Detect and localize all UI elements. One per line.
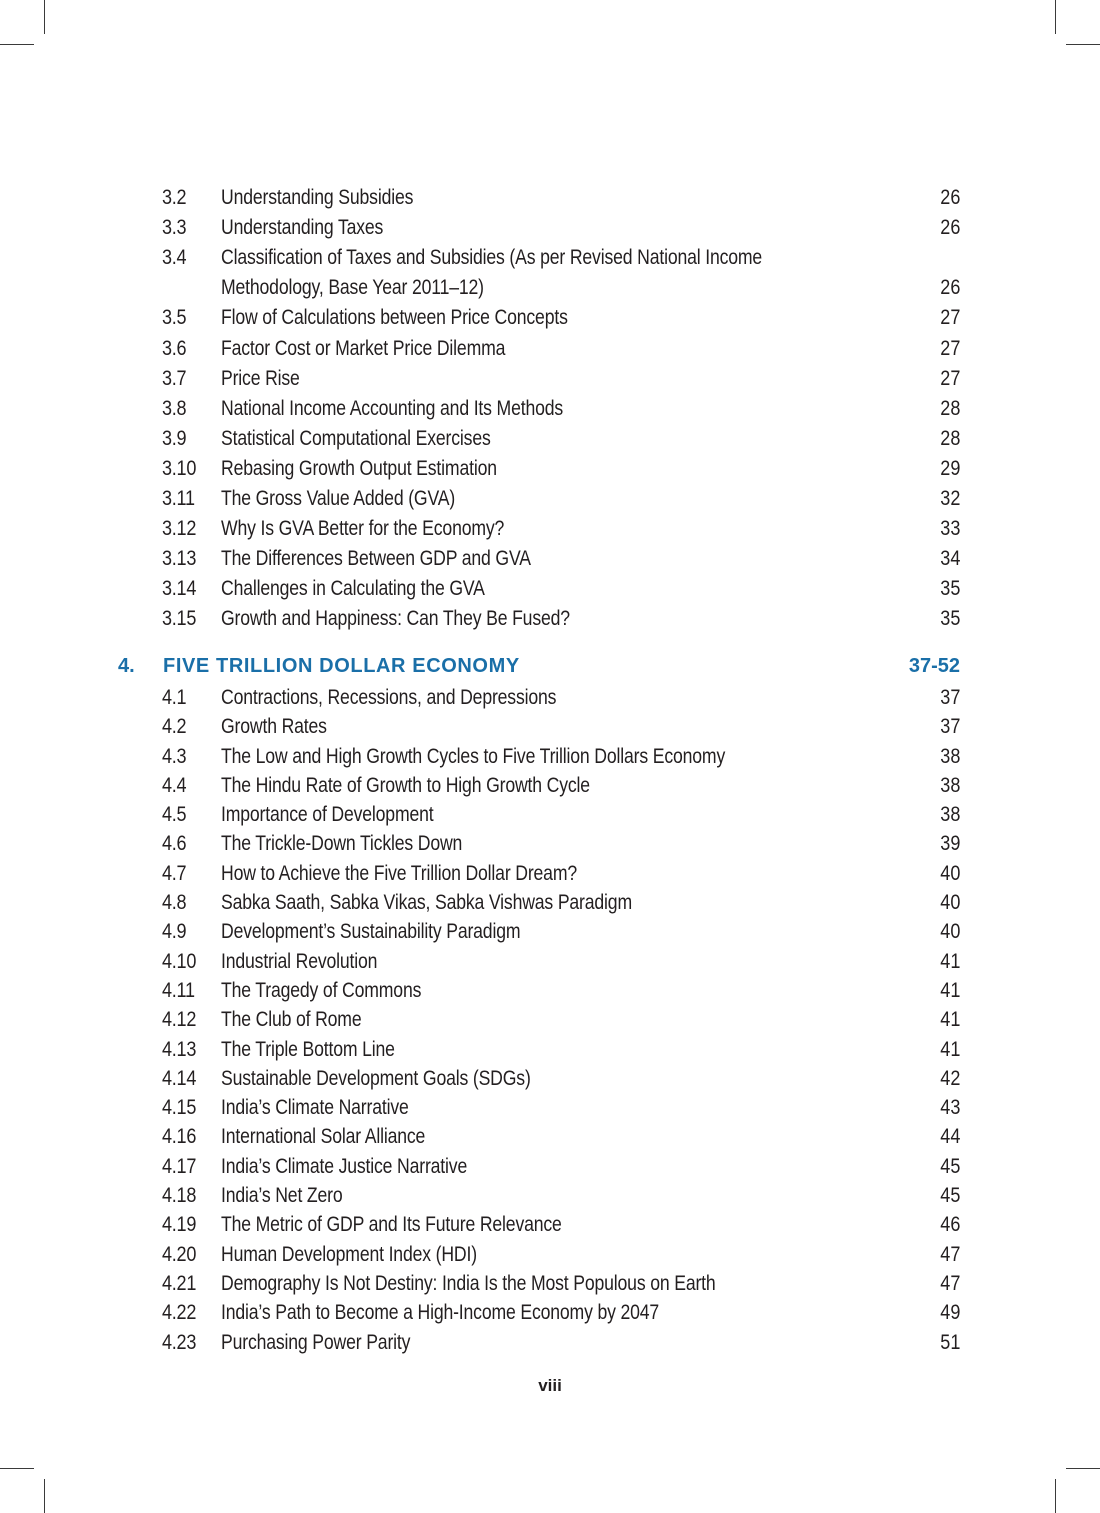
section-number: 4.3 [162, 745, 187, 768]
chapter-title: FIVE TRILLION DOLLAR ECONOMY [163, 655, 520, 677]
crop-mark [0, 44, 34, 45]
section-number: 4.15 [162, 1096, 197, 1119]
section-number: 3.10 [162, 457, 197, 480]
section-number: 4.19 [162, 1213, 197, 1236]
section-number: 3.2 [162, 186, 187, 209]
section-title: Development’s Sustainability Paradigm [221, 920, 521, 943]
toc-entry [0, 1269, 1100, 1299]
section-page: 39 [939, 832, 960, 855]
section-title: Sustainable Development Goals (SDGs) [221, 1067, 531, 1090]
chapter-heading [0, 651, 1100, 681]
section-page: 28 [939, 397, 960, 420]
section-number: 3.5 [162, 306, 187, 329]
toc-entry [0, 1005, 1100, 1035]
section-title: The Club of Rome [221, 1008, 362, 1031]
section-page: 27 [939, 337, 960, 360]
toc-entry [0, 859, 1100, 889]
section-title: Understanding Subsidies [221, 186, 414, 209]
section-number: 4.10 [162, 950, 197, 973]
toc-entry [0, 454, 1100, 484]
section-page: 35 [939, 577, 960, 600]
toc-entry [0, 829, 1100, 859]
section-title: Importance of Development [221, 803, 434, 826]
section-page: 44 [939, 1125, 960, 1148]
section-page: 26 [939, 216, 960, 239]
section-title: Flow of Calculations between Price Concepts [221, 306, 568, 329]
section-title: Industrial Revolution [221, 950, 378, 973]
section-page: 33 [939, 517, 960, 540]
toc-entry [0, 712, 1100, 742]
section-page: 29 [939, 457, 960, 480]
section-page: 41 [939, 950, 960, 973]
toc-entry [0, 1064, 1100, 1094]
section-title: The Low and High Growth Cycles to Five Trillion Dollars Economy [221, 745, 726, 768]
section-page: 40 [939, 862, 960, 885]
toc-entry [0, 574, 1100, 604]
section-number: 4.13 [162, 1038, 197, 1061]
section-page: 45 [939, 1155, 960, 1178]
section-page: 49 [939, 1301, 960, 1324]
toc-entry [0, 514, 1100, 544]
section-title: The Hindu Rate of Growth to High Growth Cycle [221, 774, 590, 797]
section-number: 3.15 [162, 607, 197, 630]
crop-mark [0, 1468, 34, 1469]
section-page: 41 [939, 1008, 960, 1031]
toc-entry [0, 800, 1100, 830]
section-title: Challenges in Calculating the GVA [221, 577, 485, 600]
section-title: Sabka Saath, Sabka Vikas, Sabka Vishwas Paradigm [221, 891, 632, 914]
section-page: 27 [939, 306, 960, 329]
section-number: 4.20 [162, 1243, 197, 1266]
section-title: Understanding Taxes [221, 216, 384, 239]
toc-entry [0, 243, 1100, 273]
section-number: 4.5 [162, 803, 187, 826]
section-number: 4.18 [162, 1184, 197, 1207]
toc-entry [0, 1181, 1100, 1211]
section-number: 4.1 [162, 686, 187, 709]
section-page: 38 [939, 774, 960, 797]
section-title: India’s Climate Narrative [221, 1096, 409, 1119]
section-page: 43 [939, 1096, 960, 1119]
section-number: 3.13 [162, 547, 197, 570]
crop-mark [1066, 44, 1100, 45]
toc-entry [0, 1152, 1100, 1182]
section-number: 3.11 [162, 487, 195, 510]
section-title: Demography Is Not Destiny: India Is the Most Populous on Earth [221, 1272, 716, 1295]
section-title: International Solar Alliance [221, 1125, 426, 1148]
crop-mark [1055, 0, 1056, 34]
toc-entry [0, 604, 1100, 634]
section-title: India’s Climate Justice Narrative [221, 1155, 468, 1178]
section-page: 51 [939, 1331, 960, 1354]
toc-entry [0, 273, 1100, 303]
toc-entry [0, 888, 1100, 918]
section-title: Growth Rates [221, 715, 327, 738]
section-page: 45 [939, 1184, 960, 1207]
toc-entry [0, 364, 1100, 394]
section-number: 3.4 [162, 246, 187, 269]
toc-entry [0, 976, 1100, 1006]
toc-entry [0, 917, 1100, 947]
section-number: 4.22 [162, 1301, 197, 1324]
section-title: India’s Net Zero [221, 1184, 343, 1207]
toc-entry [0, 1328, 1100, 1358]
section-page: 34 [939, 547, 960, 570]
section-number: 4.7 [162, 862, 187, 885]
section-number: 4.21 [162, 1272, 197, 1295]
crop-mark [44, 1479, 45, 1513]
section-title: Price Rise [221, 367, 300, 390]
toc-entry [0, 1298, 1100, 1328]
crop-mark [44, 0, 45, 34]
toc-entry [0, 213, 1100, 243]
section-title: How to Achieve the Five Trillion Dollar Dream? [221, 862, 578, 885]
section-page: 26 [939, 276, 960, 299]
section-title: Classification of Taxes and Subsidies (As per Revised National Income [221, 246, 763, 269]
section-number: 4.6 [162, 832, 187, 855]
section-number: 4.14 [162, 1067, 197, 1090]
section-number: 3.9 [162, 427, 187, 450]
toc-entry [0, 771, 1100, 801]
section-page: 38 [939, 745, 960, 768]
toc-entry [0, 1210, 1100, 1240]
section-page: 37 [939, 715, 960, 738]
toc-entry [0, 484, 1100, 514]
section-title: Human Development Index (HDI) [221, 1243, 477, 1266]
section-page: 42 [939, 1067, 960, 1090]
section-page: 27 [939, 367, 960, 390]
section-page: 38 [939, 803, 960, 826]
section-page: 47 [939, 1243, 960, 1266]
section-title: The Metric of GDP and Its Future Relevance [221, 1213, 562, 1236]
section-number: 4.17 [162, 1155, 197, 1178]
section-title: The Triple Bottom Line [221, 1038, 395, 1061]
section-title: Why Is GVA Better for the Economy? [221, 517, 505, 540]
section-title: Purchasing Power Parity [221, 1331, 411, 1354]
section-page: 40 [939, 891, 960, 914]
section-title: The Gross Value Added (GVA) [221, 487, 456, 510]
toc-entry [0, 424, 1100, 454]
section-title: Contractions, Recessions, and Depressions [221, 686, 557, 709]
section-page: 28 [939, 427, 960, 450]
section-page: 47 [939, 1272, 960, 1295]
toc-entry [0, 1035, 1100, 1065]
section-number: 3.7 [162, 367, 187, 390]
section-title: Growth and Happiness: Can They Be Fused? [221, 607, 570, 630]
section-number: 4.2 [162, 715, 187, 738]
toc-entry [0, 742, 1100, 772]
section-number: 4.23 [162, 1331, 197, 1354]
chapter-number: 4. [118, 655, 135, 677]
crop-mark [1055, 1479, 1056, 1513]
section-title: India’s Path to Become a High-Income Economy by 2047 [221, 1301, 660, 1324]
toc-entry [0, 1093, 1100, 1123]
toc-entry [0, 394, 1100, 424]
section-number: 4.9 [162, 920, 187, 943]
chapter-page-range: 37-52 [908, 655, 960, 677]
toc-entry [0, 334, 1100, 364]
section-page: 46 [939, 1213, 960, 1236]
toc-entry [0, 683, 1100, 713]
section-number: 3.3 [162, 216, 187, 239]
section-title: The Tragedy of Commons [221, 979, 422, 1002]
section-page: 41 [939, 1038, 960, 1061]
toc-entry [0, 1122, 1100, 1152]
section-title: Statistical Computational Exercises [221, 427, 491, 450]
section-number: 4.4 [162, 774, 187, 797]
section-title: Methodology, Base Year 2011–12) [221, 276, 484, 299]
section-title: The Trickle-Down Tickles Down [221, 832, 463, 855]
toc-entry [0, 1240, 1100, 1270]
section-page: 40 [939, 920, 960, 943]
section-page: 35 [939, 607, 960, 630]
toc-entry [0, 544, 1100, 574]
section-title: Factor Cost or Market Price Dilemma [221, 337, 506, 360]
section-number: 3.14 [162, 577, 197, 600]
section-number: 3.8 [162, 397, 187, 420]
page-number: viii [538, 1376, 562, 1395]
section-number: 4.16 [162, 1125, 197, 1148]
section-page: 26 [939, 186, 960, 209]
section-number: 4.12 [162, 1008, 197, 1031]
section-title: National Income Accounting and Its Methods [221, 397, 564, 420]
toc-entry [0, 947, 1100, 977]
section-page: 32 [939, 487, 960, 510]
section-page: 41 [939, 979, 960, 1002]
toc-entry [0, 303, 1100, 333]
section-title: The Differences Between GDP and GVA [221, 547, 531, 570]
toc-entry [0, 183, 1100, 213]
crop-mark [1066, 1468, 1100, 1469]
section-number: 3.12 [162, 517, 197, 540]
section-page: 37 [939, 686, 960, 709]
section-number: 3.6 [162, 337, 187, 360]
section-number: 4.8 [162, 891, 187, 914]
section-number: 4.11 [162, 979, 195, 1002]
section-title: Rebasing Growth Output Estimation [221, 457, 497, 480]
